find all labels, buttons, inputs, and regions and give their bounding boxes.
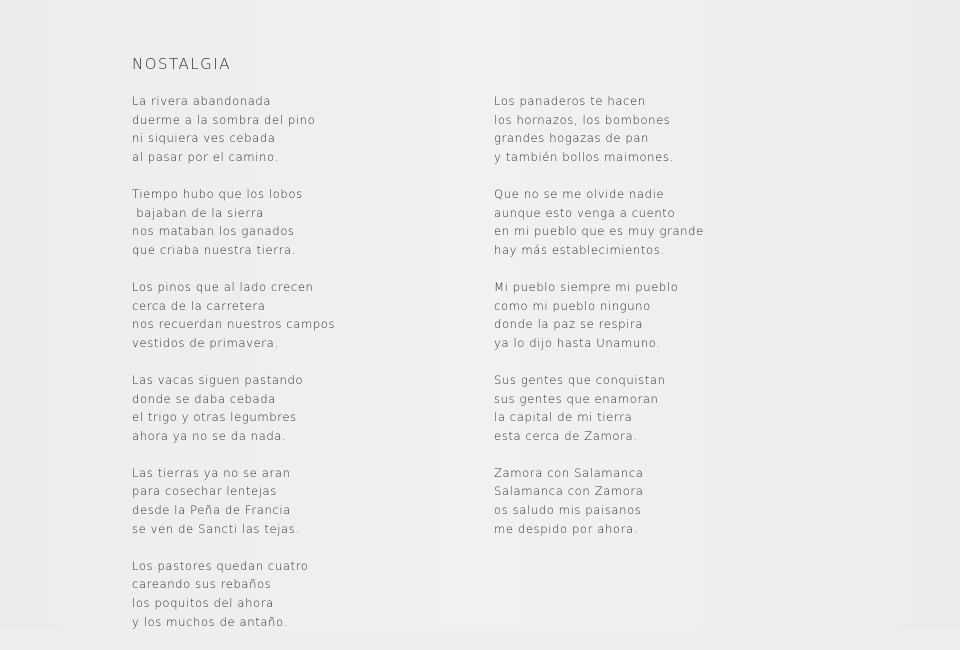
poem-line: nos mataban los ganados <box>132 224 295 239</box>
poem-line: Sus gentes que conquistan <box>494 372 666 387</box>
poem-line: La rivera abandonada <box>132 94 272 108</box>
poem-line: para cosechar lentejas <box>132 484 277 499</box>
poem-line: me despido por ahora. <box>494 521 638 536</box>
poem-line: Las vacas siguen pastando <box>132 372 304 387</box>
poem-line: grandes hogazas de pan <box>494 131 650 146</box>
poem-line: Salamanca con Zamora <box>494 484 644 499</box>
poem-line: como mi pueblo ninguno <box>494 298 651 313</box>
poem-line: Tiempo hubo que los lobos <box>132 186 303 201</box>
poem-line: Zamora con Salamanca <box>494 465 644 480</box>
poem-line: os saludo mis paisanos <box>494 503 642 518</box>
poem-line: el trigo y otras legumbres <box>132 410 297 425</box>
poem-line: careando sus rebaños <box>132 577 272 592</box>
poem-line: nos recuerdan nuestros campos <box>132 317 336 332</box>
poem-line: bajaban de la sierra <box>132 205 264 220</box>
stanza <box>494 185 704 259</box>
poem-line: ya lo dijo hasta Unamuno. <box>494 335 661 350</box>
poem-line: duerme a la sombra del pino <box>132 112 316 127</box>
poem-line: aunque esto venga a cuento <box>494 205 676 220</box>
poem-line: Los pastores quedan cuatro <box>132 558 309 573</box>
poem-line: donde se daba cebada <box>132 391 276 406</box>
stanza <box>494 371 704 445</box>
poem-line: hay más establecimientos. <box>494 242 665 257</box>
poem-line: Mi pueblo siempre mi pueblo <box>494 279 679 294</box>
poem-line: sus gentes que enamoran <box>494 391 659 406</box>
poem-line: que criaba nuestra tierra. <box>132 242 296 257</box>
poem-line: al pasar por el camino. <box>132 149 279 164</box>
left-column <box>132 92 335 650</box>
right-column <box>494 92 704 557</box>
poem-line: cerca de la carretera <box>132 298 266 313</box>
poem-line: Los pinos que al lado crecen <box>132 279 314 294</box>
stanza <box>494 92 704 166</box>
stanza <box>132 464 335 538</box>
poem-line: Que no se me olvide nadie <box>494 186 665 201</box>
poem-line: Los panaderos te hacen <box>494 94 646 108</box>
stanza <box>494 278 704 352</box>
poem-line: se ven de Sancti las tejas. <box>132 521 300 536</box>
poem-line: en mi pueblo que es muy grande <box>494 224 704 239</box>
poem-line: esta cerca de Zamora. <box>494 428 638 443</box>
poem-line: donde la paz se respira <box>494 317 644 332</box>
poem-line: y también bollos maimones. <box>494 149 674 164</box>
poem-line: ahora ya no se da nada. <box>132 428 287 443</box>
poem-line: ni siquiera ves cebada <box>132 131 276 146</box>
poem-title: NOSTALGIA <box>132 55 231 73</box>
stanza <box>132 278 335 352</box>
poem-line: Las tierras ya no se aran <box>132 465 291 480</box>
poem-line: y los muchos de antaño. <box>132 614 288 629</box>
poem-line: la capital de mi tierra <box>494 410 633 425</box>
stanza <box>132 92 335 166</box>
poem-line: vestidos de primavera. <box>132 335 279 350</box>
poem-line: desde la Peña de Francia <box>132 503 291 518</box>
stanza <box>132 557 335 631</box>
stanza <box>494 464 704 538</box>
stanza <box>132 185 335 259</box>
poem-line: los poquitos del ahora <box>132 596 274 611</box>
stanza <box>132 371 335 445</box>
poem-line: los hornazos, los bombones <box>494 112 671 127</box>
